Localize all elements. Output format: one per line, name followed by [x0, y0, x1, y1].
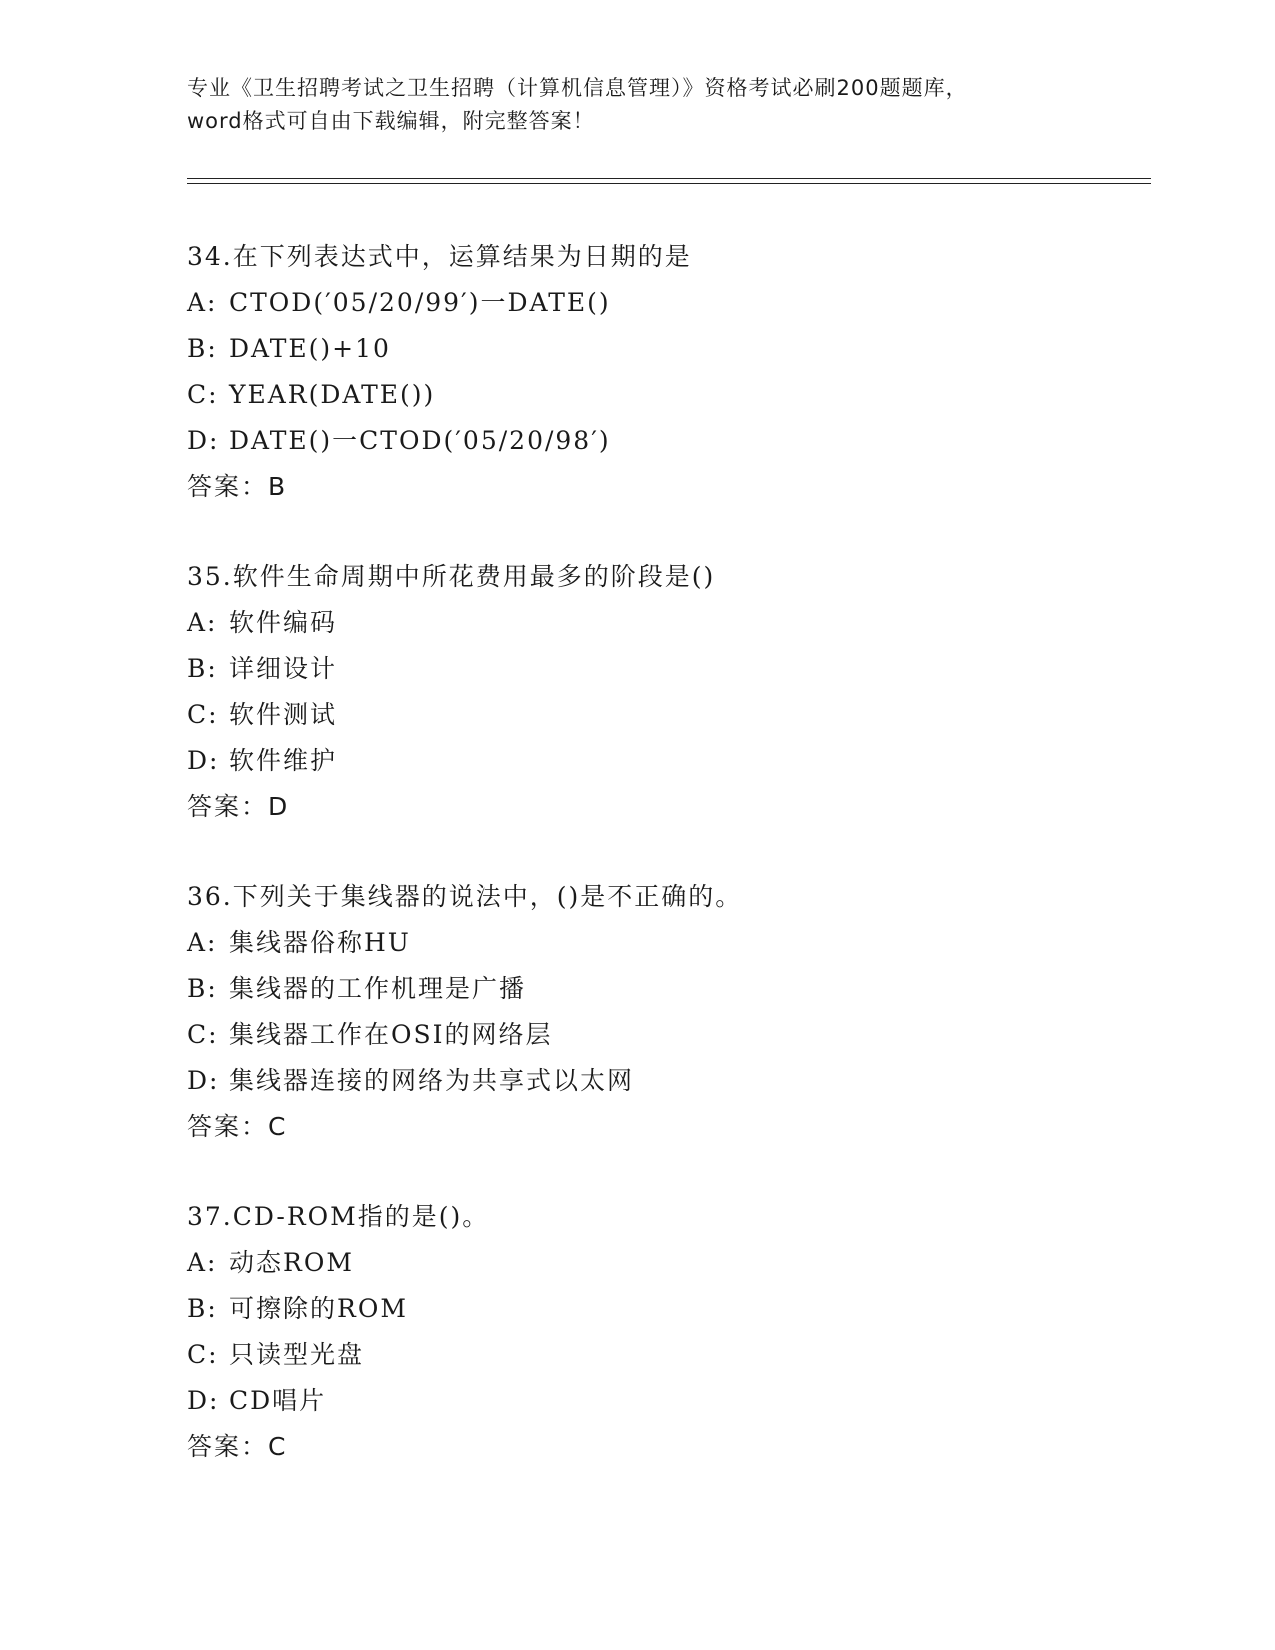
- option-letter: C:: [187, 380, 219, 409]
- option-d: [187, 738, 1137, 784]
- answer-line: 答案：C: [187, 1112, 288, 1141]
- option-text: 动态ROM: [229, 1248, 354, 1277]
- option-text: 集线器的工作机理是广播: [229, 974, 527, 1003]
- option-text: CTOD(′05/20/99′)一DATE(): [229, 288, 611, 317]
- option-b: [187, 966, 1137, 1012]
- option-text: 软件编码: [229, 608, 338, 637]
- option-letter: D:: [187, 426, 220, 455]
- option-c: [187, 692, 1137, 738]
- header-line-2: word格式可自由下载编辑，附完整答案！: [187, 109, 595, 133]
- option-letter: C:: [187, 700, 219, 729]
- option-letter: A:: [187, 288, 218, 317]
- option-text: 集线器工作在OSI的网络层: [229, 1020, 553, 1049]
- option-text: 详细设计: [229, 654, 338, 683]
- option-text: 集线器俗称HU: [229, 928, 411, 957]
- option-letter: B:: [187, 654, 218, 683]
- option-letter: A:: [187, 608, 218, 637]
- option-c: [187, 1332, 1137, 1378]
- option-b: [187, 1286, 1137, 1332]
- option-a: [187, 600, 1137, 646]
- question-35: [187, 554, 1137, 830]
- option-b: [187, 646, 1137, 692]
- option-d: [187, 418, 1137, 464]
- option-letter: C:: [187, 1340, 219, 1369]
- option-letter: B:: [187, 974, 218, 1003]
- option-text: 软件测试: [229, 700, 338, 729]
- option-letter: B:: [187, 334, 218, 363]
- answer-line: 答案：B: [187, 472, 288, 501]
- option-d: [187, 1058, 1137, 1104]
- option-text: CD唱片: [229, 1386, 327, 1415]
- option-text: 可擦除的ROM: [229, 1294, 408, 1323]
- option-text: 集线器连接的网络为共享式以太网: [229, 1066, 635, 1095]
- option-text: DATE()一CTOD(′05/20/98′): [229, 426, 611, 455]
- question-36: [187, 874, 1137, 1150]
- option-b: [187, 326, 1137, 372]
- option-c: [187, 372, 1137, 418]
- option-text: YEAR(DATE()): [229, 380, 436, 409]
- option-a: [187, 1240, 1137, 1286]
- option-text: DATE()+10: [229, 334, 391, 363]
- option-letter: C:: [187, 1020, 219, 1049]
- answer-line: 答案：C: [187, 1432, 288, 1461]
- header-divider-bottom: [187, 183, 1151, 184]
- option-text: 软件维护: [229, 746, 338, 775]
- option-a: [187, 920, 1137, 966]
- option-c: [187, 1012, 1137, 1058]
- header-divider-top: [187, 178, 1151, 179]
- option-letter: A:: [187, 1248, 218, 1277]
- question-title: 36.下列关于集线器的说法中，()是不正确的。: [187, 882, 743, 911]
- question-title: 34.在下列表达式中，运算结果为日期的是: [187, 242, 692, 271]
- option-letter: D:: [187, 746, 220, 775]
- header-line-1: 专业《卫生招聘考试之卫生招聘（计算机信息管理）》资格考试必刷200题题库，: [187, 76, 968, 100]
- question-34: [187, 234, 1137, 510]
- answer-line: 答案：D: [187, 792, 290, 821]
- option-a: [187, 280, 1137, 326]
- document-header: [187, 72, 1087, 138]
- option-letter: D:: [187, 1386, 220, 1415]
- question-title: 37.CD-ROM指的是()。: [187, 1202, 490, 1231]
- question-title: 35.软件生命周期中所花费用最多的阶段是(): [187, 562, 716, 591]
- option-letter: A:: [187, 928, 218, 957]
- option-letter: D:: [187, 1066, 220, 1095]
- option-text: 只读型光盘: [229, 1340, 365, 1369]
- option-letter: B:: [187, 1294, 218, 1323]
- option-d: [187, 1378, 1137, 1424]
- question-37: [187, 1194, 1137, 1470]
